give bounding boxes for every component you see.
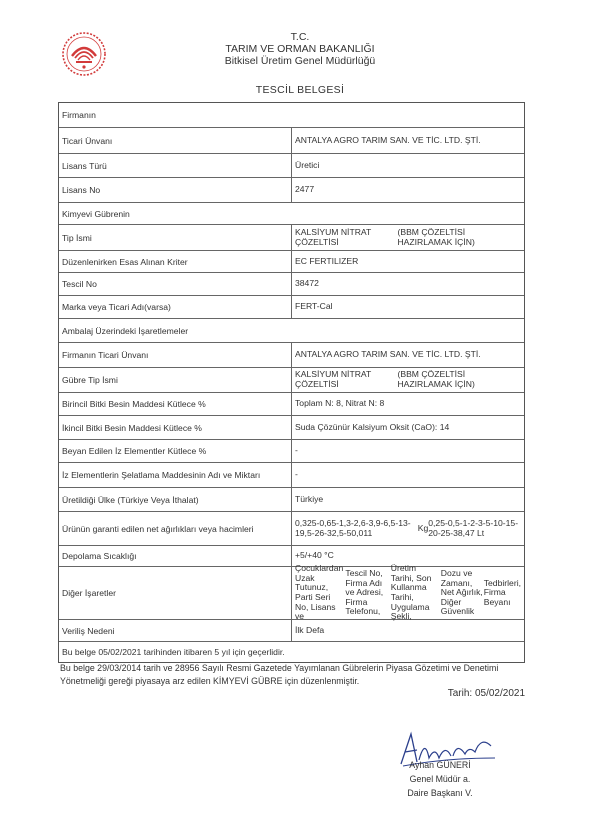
- storage-label: Depolama Sıcaklığı: [59, 546, 292, 566]
- table-row: [59, 250, 524, 272]
- table-row: [59, 487, 524, 511]
- validity-text: Bu belge 05/02/2021 tarihinden itibaren 5 yıl için geçerlidir.: [62, 647, 285, 657]
- criteria-label: Düzenlenirken Esas Alınan Kriter: [59, 251, 292, 272]
- table-row: [59, 511, 524, 545]
- signer-name: Ayhan GÜNERİ: [409, 760, 471, 770]
- trace-elements-label: Beyan Edilen İz Elementler Kütlece %: [59, 440, 292, 462]
- country-label: Üretildiği Ülke (Türkiye Veya İthalat): [59, 488, 292, 511]
- package-type-label: Gübre Tip İsmi: [59, 368, 292, 392]
- package-type-value: KALSİYUM NİTRAT ÇÖZELTİSİ (BBM ÇÖZELTİSİ HAZIRLAMAK İÇİN): [295, 369, 475, 389]
- table-row: [59, 367, 524, 392]
- package-firm-value: ANTALYA AGRO TARIM SAN. VE TİC. LTD. ŞTİ.: [295, 349, 481, 360]
- section-firm: Firmanın: [62, 110, 96, 120]
- table-row: [59, 545, 524, 566]
- table-row: [59, 415, 524, 439]
- net-weights-label: Ürünün garanti edilen net ağırlıkları veya hacimleri: [59, 512, 292, 545]
- brand-label: Marka veya Ticari Adı(varsa): [59, 296, 292, 318]
- country-value: Türkiye: [295, 493, 324, 504]
- registration-no-value: 38472: [295, 278, 319, 289]
- registration-table: [58, 102, 525, 663]
- other-markings-label: Diğer İşaretler: [59, 567, 292, 619]
- issue-reason-label: Veriliş Nedeni: [59, 620, 292, 641]
- table-row: [59, 224, 524, 250]
- header-tc: T.C.: [290, 31, 310, 43]
- registration-no-label: Tescil No: [59, 273, 292, 295]
- issue-reason-value: İlk Defa: [295, 624, 325, 635]
- brand-value: FERT-Cal: [295, 301, 333, 312]
- license-type-value: Üretici: [295, 159, 320, 170]
- table-row: [59, 127, 524, 153]
- net-weights-value: 0,325-0,65-1,3-2,6-3,9-6,5-13-19,5-26-32,5-50,011 Kg 0,25-0,5-1-2-3-5-10-15-20-25-38,47 Lt: [295, 517, 519, 538]
- certificate-title: TESCİL BELGESİ: [255, 84, 345, 96]
- legal-note: Bu belge 29/03/2014 tarih ve 28956 Sayılı Resmi Gazetede Yayımlanan Gübrelerin Piyasa Gözetimi ve Denetimi Yönetmeliği gereği piyasaya arz edilen KİMYEVİ GÜBRE için düzenlenmiştir.: [60, 663, 499, 686]
- issue-date: Tarih: 05/02/2021: [447, 688, 525, 699]
- license-no-value: 2477: [295, 184, 315, 195]
- table-row: [59, 563, 524, 622]
- signer-title-2: Daire Başkanı V.: [407, 788, 473, 798]
- license-no-label: Lisans No: [59, 178, 292, 202]
- table-row: [59, 392, 524, 415]
- header-ministry: TARIM VE ORMAN BAKANLIĞI: [225, 43, 375, 55]
- other-markings-value: Çocuklardan Uzak Tutunuz, Parti Seri No, Lisans ve Tescil No, Firma Adı ve Adresi, Firma Telefonu, Üretim Tarihi, Son Kullanma Tarihi, Uygulama Şekli, Dozu ve Zamanı, Net Ağırlık, Diğer Güvenlik Tedbirleri, Firma Beyanı: [295, 563, 521, 622]
- table-row: [59, 295, 524, 318]
- table-row: [59, 342, 524, 367]
- signer-title: Genel Müdür a.: [409, 774, 471, 784]
- storage-value: +5/+40 °C: [295, 550, 334, 561]
- validity-row: [59, 641, 524, 662]
- table-row: [59, 153, 524, 177]
- primary-nutrient-value: Toplam N: 8, Nitrat N: 8: [295, 398, 385, 409]
- chelating-value: -: [295, 469, 298, 480]
- section-package: Ambalaj Üzerindeki İşaretlemeler: [59, 318, 524, 342]
- table-row: [59, 439, 524, 462]
- table-row: [59, 272, 524, 295]
- secondary-nutrient-label: İkincil Bitki Besin Maddesi Kütlece %: [59, 416, 292, 439]
- table-row: [59, 462, 524, 487]
- trace-elements-value: -: [295, 445, 298, 456]
- primary-nutrient-label: Birincil Bitki Besin Maddesi Kütlece %: [59, 393, 292, 415]
- table-row: [59, 177, 524, 202]
- license-type-label: Lisans Türü: [59, 154, 292, 177]
- chelating-label: İz Elementlerin Şelatlama Maddesinin Adı ve Miktarı: [59, 463, 292, 487]
- type-name-label: Tip İsmi: [59, 225, 292, 250]
- table-row: [59, 619, 524, 641]
- secondary-nutrient-value: Suda Çözünür Kalsiyum Oksit (CaO): 14: [295, 421, 450, 432]
- trade-name-value: ANTALYA AGRO TARIM SAN. VE TİC. LTD. ŞTİ.: [295, 134, 481, 145]
- trade-name-label: Ticari Ünvanı: [59, 128, 292, 153]
- section-fertilizer: Kimyevi Gübrenin: [59, 202, 524, 224]
- header-department: Bitkisel Üretim Genel Müdürlüğü: [224, 55, 376, 67]
- type-name-value: KALSİYUM NİTRAT ÇÖZELTİSİ (BBM ÇÖZELTİSİ HAZIRLAMAK İÇİN): [295, 226, 475, 247]
- criteria-value: EC FERTILIZER: [295, 255, 359, 266]
- package-firm-label: Firmanın Ticari Ünvanı: [59, 343, 292, 367]
